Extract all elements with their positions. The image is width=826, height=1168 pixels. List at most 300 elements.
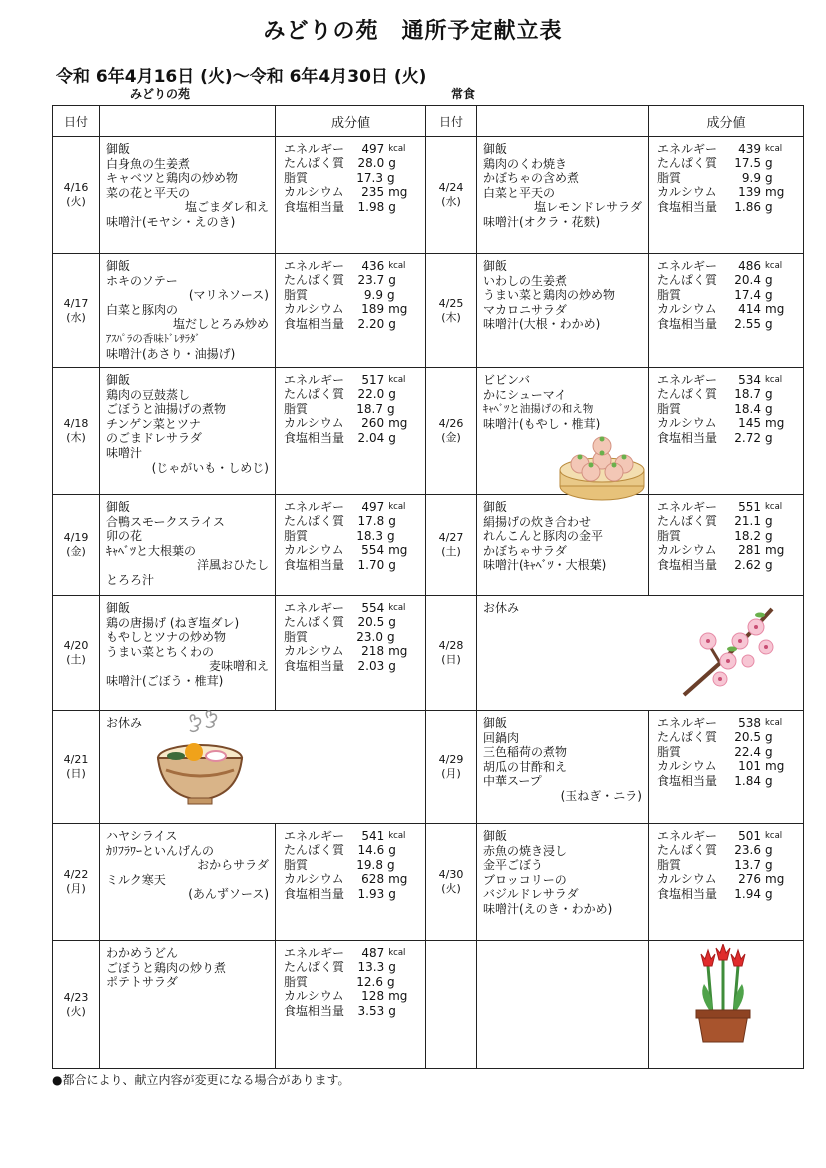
day-of-week: (土) xyxy=(441,545,461,558)
date-label: 4/28 xyxy=(438,639,464,652)
nutrient-label: 脂質 xyxy=(284,629,309,644)
nutrient-unit: mg xyxy=(765,759,785,774)
dish-item: 金平ごぼう xyxy=(483,858,544,873)
dish-item: 味噌汁(ｷｬﾍﾞﾂ・大根葉) xyxy=(483,558,607,573)
dish-item: 赤魚の焼き浸し xyxy=(483,843,568,858)
dish-item: 白菜と平天の xyxy=(483,185,556,200)
menu-cell xyxy=(100,254,276,368)
nutrient-row-energy xyxy=(284,142,417,156)
nutrient-row-calcium xyxy=(284,989,417,1003)
nutrient-label: 脂質 xyxy=(284,401,309,416)
dish-item: 味噌汁(大根・わかめ) xyxy=(483,317,601,332)
dish-item: ｱｽﾊﾟﾗの香味ﾄﾞﾚｻﾗﾀﾞ xyxy=(106,332,201,345)
dish-item: (あんずソース) xyxy=(188,887,269,902)
nutrient-value: 541 xyxy=(361,829,385,843)
nutrient-unit: kcal xyxy=(765,144,783,154)
dish-item: 鶏肉の豆鼓蒸し xyxy=(106,387,191,402)
nutrient-value: 414 xyxy=(738,302,761,317)
table-row xyxy=(53,137,804,254)
dish-item: ミルク寒天 xyxy=(106,872,166,887)
date-cell xyxy=(426,824,477,941)
dish-item: のごまドレサラダ xyxy=(106,431,202,446)
dish-item: かぼちゃの含め煮 xyxy=(483,171,580,186)
dish-item: ごぼうと油揚げの煮物 xyxy=(106,402,227,417)
nutrient-label: カルシウム xyxy=(284,989,344,1004)
nutrient-label: カルシウム xyxy=(657,759,717,774)
date-cell xyxy=(426,495,477,596)
dish-item: (マリネソース) xyxy=(188,288,269,303)
day-of-week: (火) xyxy=(66,1004,86,1018)
nutrient-label: 脂質 xyxy=(657,857,682,872)
nutrient-label: たんぱく質 xyxy=(657,514,718,529)
nutrient-value: 13.3 xyxy=(357,960,385,975)
nutrient-row-protein xyxy=(284,843,417,857)
nutrient-label: 脂質 xyxy=(657,401,682,416)
nutrient-unit: g xyxy=(388,387,396,402)
menu-cell xyxy=(100,137,276,254)
nutrient-value: 439 xyxy=(738,142,761,156)
day-of-week: (火) xyxy=(66,195,86,208)
dish-item: お休み xyxy=(106,716,143,730)
nutrient-unit: mg xyxy=(388,543,408,558)
nutrient-unit: g xyxy=(387,857,395,872)
nutrient-value: 17.4 xyxy=(734,287,761,302)
nutrient-unit: kcal xyxy=(765,718,783,728)
nutrient-row-fat xyxy=(284,975,417,989)
dish-item: 塩ごまダレ和え xyxy=(184,200,269,215)
nutrient-label: エネルギー xyxy=(284,946,345,960)
nutrient-value: 13.7 xyxy=(734,857,761,872)
nutrient-unit: g xyxy=(387,629,395,644)
date-label: 4/19 xyxy=(63,531,89,544)
date-label: 4/25 xyxy=(438,296,464,310)
nutrient-value: 554 xyxy=(361,601,385,615)
nutrient-value: 276 xyxy=(738,872,761,887)
nutrient-value: 139 xyxy=(738,185,761,200)
menu-cell xyxy=(477,711,649,824)
menu-cell xyxy=(477,824,649,941)
date-label: 4/17 xyxy=(63,296,89,310)
day-of-week: (木) xyxy=(441,310,461,324)
dish-item: ホキのソテー xyxy=(106,273,178,288)
nutrient-row-salt xyxy=(657,431,795,445)
nutrient-value: 1.70 xyxy=(357,557,385,572)
date-label: 4/30 xyxy=(438,868,464,881)
nutrient-label: 食塩相当量 xyxy=(284,557,345,572)
menu-header-right xyxy=(477,106,649,137)
menu-cell xyxy=(100,824,276,941)
nutrient-row-calcium xyxy=(657,185,795,199)
date-cell xyxy=(53,596,100,711)
dish-item: 鶏の唐揚げ (ねぎ塩ダレ) xyxy=(106,615,240,630)
dish-item: 白身魚の生姜煮 xyxy=(106,156,191,171)
date-cell xyxy=(53,711,100,824)
dish-item: チンゲン菜とツナ xyxy=(106,416,201,431)
dish-item: 御飯 xyxy=(483,142,508,156)
nutrient-row-salt xyxy=(657,200,795,214)
nutrient-label: 脂質 xyxy=(284,974,309,989)
nutrient-value: 436 xyxy=(361,259,385,273)
dish-item: 味噌汁(あさり・油揚げ) xyxy=(106,346,236,361)
nutrient-unit: g xyxy=(765,170,773,185)
date-cell xyxy=(53,137,100,254)
shumai-steamer-illustration xyxy=(558,430,646,504)
nutrient-unit: g xyxy=(387,170,395,185)
nutrient-label: エネルギー xyxy=(657,142,718,156)
nutrient-value: 554 xyxy=(361,543,385,558)
nutrient-label: カルシウム xyxy=(284,543,344,558)
nutrient-label: 食塩相当量 xyxy=(657,199,718,214)
nutrient-unit: kcal xyxy=(765,375,783,385)
table-header-row xyxy=(53,106,804,137)
day-of-week: (日) xyxy=(441,653,461,666)
menu-cell xyxy=(477,941,649,1069)
nutrient-unit: g xyxy=(388,557,396,572)
nutrient-unit: g xyxy=(765,730,773,745)
nutrient-label: 脂質 xyxy=(284,287,309,302)
nutrient-value: 2.20 xyxy=(357,316,385,331)
nutrient-label: 食塩相当量 xyxy=(284,658,345,673)
nutrient-label: エネルギー xyxy=(657,716,718,730)
nutrition-cell xyxy=(276,368,426,495)
dish-item: ポテトサラダ xyxy=(106,975,178,990)
dish-item: ｶﾘﾌﾗﾜｰといんげんの xyxy=(106,843,215,858)
date-label: 4/29 xyxy=(438,753,464,766)
nutrient-row-fat xyxy=(657,858,795,872)
dish-item: かにシューマイ xyxy=(483,387,567,402)
nutrient-row-fat xyxy=(657,745,795,759)
nutrient-unit: g xyxy=(388,886,396,901)
nutrient-label: 脂質 xyxy=(657,744,682,759)
dish-item: 塩レモンドレサラダ xyxy=(534,200,642,215)
date-cell xyxy=(53,824,100,941)
nutrient-value: 128 xyxy=(361,989,385,1004)
nutrient-unit: g xyxy=(765,843,773,858)
nutrient-label: エネルギー xyxy=(657,500,718,514)
nutrient-value: 497 xyxy=(361,500,385,514)
nutrient-unit: g xyxy=(765,744,773,759)
nutrient-unit: kcal xyxy=(765,261,783,271)
day-of-week: (月) xyxy=(441,767,461,780)
nutrition-header-left: 成分値 xyxy=(276,106,426,137)
nutrient-label: たんぱく質 xyxy=(284,273,345,288)
dish-item: 御飯 xyxy=(483,259,508,273)
nutrient-row-salt xyxy=(284,1004,417,1018)
nutrient-unit: g xyxy=(765,857,773,872)
dish-item: 回鍋肉 xyxy=(483,730,520,745)
nutrient-label: たんぱく質 xyxy=(657,387,718,402)
dish-item: 味噌汁 xyxy=(106,445,143,460)
nutrient-row-calcium xyxy=(284,302,417,316)
date-label: 4/16 xyxy=(63,181,89,194)
dish-item: 御飯 xyxy=(483,829,508,843)
dish-item: 中華スープ xyxy=(483,774,542,789)
date-label: 4/23 xyxy=(63,990,89,1004)
nutrient-unit: mg xyxy=(765,543,785,558)
dish-item: ごぼうと鶏肉の炒り煮 xyxy=(106,960,227,975)
day-of-week: (月) xyxy=(66,882,86,895)
nutrient-row-energy xyxy=(284,946,417,960)
nutrient-row-salt xyxy=(284,317,417,331)
nutrient-label: カルシウム xyxy=(284,416,344,431)
nutrient-row-protein xyxy=(284,615,417,629)
nutrient-value: 2.62 xyxy=(734,557,761,572)
nutrient-unit: g xyxy=(765,199,773,214)
menu-cell xyxy=(477,254,649,368)
nutrition-cell xyxy=(276,824,426,941)
dish-item: ビビンバ xyxy=(483,373,531,387)
nutrient-value: 20.5 xyxy=(734,730,761,745)
nutrient-row-salt xyxy=(284,659,417,673)
nutrient-label: 食塩相当量 xyxy=(284,316,345,331)
nutrient-value: 23.6 xyxy=(734,843,761,858)
nutrient-label: たんぱく質 xyxy=(284,387,345,402)
date-label: 4/24 xyxy=(438,181,464,194)
nutrient-row-energy xyxy=(657,259,795,273)
nutrient-value: 17.5 xyxy=(734,156,761,171)
dish-item: わかめうどん xyxy=(106,946,179,960)
nutrient-row-calcium xyxy=(657,543,795,557)
nutrition-cell xyxy=(276,495,426,596)
nutrient-row-fat xyxy=(284,630,417,644)
nutrient-value: 17.8 xyxy=(357,514,385,529)
nutrient-unit: g xyxy=(765,387,773,402)
date-cell xyxy=(53,254,100,368)
nutrient-row-fat xyxy=(284,858,417,872)
dish-item: 味噌汁(ごぼう・椎茸) xyxy=(106,673,224,688)
nutrient-unit: g xyxy=(388,658,396,673)
nutrient-value: 1.84 xyxy=(734,773,761,788)
cherry-blossom-illustration xyxy=(680,603,780,699)
nutrient-unit: mg xyxy=(388,872,408,887)
nutrient-unit: g xyxy=(765,287,773,302)
dish-item: 御飯 xyxy=(106,373,131,387)
dish-item: 鶏肉のくわ焼き xyxy=(483,156,568,171)
menu-header-left xyxy=(100,106,276,137)
nutrient-unit: kcal xyxy=(765,831,783,841)
nutrition-cell xyxy=(649,495,804,596)
menu-cell xyxy=(477,495,649,596)
nutrient-unit: mg xyxy=(388,302,408,317)
nutrient-label: 脂質 xyxy=(284,857,309,872)
nutrition-cell xyxy=(276,254,426,368)
nutrient-value: 2.72 xyxy=(734,430,761,445)
table-row xyxy=(53,254,804,368)
date-label: 4/26 xyxy=(438,417,464,430)
date-cell xyxy=(426,596,477,711)
date-label: 4/27 xyxy=(438,531,464,544)
nutrient-value: 486 xyxy=(738,259,761,273)
dish-item: もやしとツナの炒め物 xyxy=(106,630,227,645)
nutrient-row-calcium xyxy=(657,302,795,316)
nutrient-value: 189 xyxy=(361,302,385,317)
nutrient-value: 551 xyxy=(738,500,761,514)
nutrient-value: 22.0 xyxy=(357,387,385,402)
nutrition-cell xyxy=(649,254,804,368)
date-label: 4/22 xyxy=(63,868,89,881)
nutrient-unit: g xyxy=(387,974,395,989)
nutrient-unit: g xyxy=(765,273,773,288)
nutrient-row-energy xyxy=(657,142,795,156)
nutrient-label: エネルギー xyxy=(657,373,718,387)
nutrient-value: 538 xyxy=(738,716,761,730)
nutrient-label: カルシウム xyxy=(657,543,717,558)
nutrient-row-energy xyxy=(284,259,417,273)
nutrient-label: たんぱく質 xyxy=(657,273,718,288)
nutrient-value: 235 xyxy=(361,185,385,200)
nutrient-unit: kcal xyxy=(388,831,406,841)
dish-item: 菜の花と平天の xyxy=(106,185,191,200)
table-row xyxy=(53,941,804,1069)
nutrient-value: 517 xyxy=(361,373,385,387)
menu-table xyxy=(52,105,804,1069)
dish-item: 合鴨スモークスライス xyxy=(106,514,225,529)
dish-item: れんこんと豚肉の金平 xyxy=(483,529,604,544)
nutrient-label: カルシウム xyxy=(657,872,717,887)
nutrient-value: 487 xyxy=(361,946,385,960)
nutrition-cell xyxy=(276,596,426,711)
nutrient-row-fat xyxy=(657,288,795,302)
nutrient-unit: g xyxy=(765,316,773,331)
date-cell xyxy=(53,495,100,596)
dish-item: うまい菜とちくわの xyxy=(106,644,215,659)
dish-item: おからサラダ xyxy=(197,858,269,873)
udon-bowl-illustration xyxy=(152,708,248,808)
dish-item: 塩だしとろみ炒め xyxy=(172,317,269,332)
dish-item: とろろ汁 xyxy=(106,572,155,587)
nutrient-row-protein xyxy=(284,156,417,170)
dish-item: 御飯 xyxy=(106,601,131,615)
nutrient-unit: mg xyxy=(388,416,408,431)
dish-item: かぼちゃサラダ xyxy=(483,543,567,558)
nutrient-value: 1.98 xyxy=(357,199,385,214)
date-cell xyxy=(426,254,477,368)
nutrient-row-salt xyxy=(284,200,417,214)
dish-item: キャベツと鶏肉の炒め物 xyxy=(106,171,239,186)
nutrient-row-calcium xyxy=(284,543,417,557)
dish-item: (玉ねぎ・ニラ) xyxy=(560,788,642,803)
date-cell xyxy=(426,711,477,824)
dish-item: バジルドレサラダ xyxy=(483,887,579,902)
nutrient-value: 534 xyxy=(738,373,761,387)
nutrient-unit: g xyxy=(388,273,396,288)
nutrition-cell xyxy=(649,711,804,824)
nutrient-value: 2.03 xyxy=(357,658,385,673)
diet-type: 常食 xyxy=(451,87,476,101)
nutrient-unit: g xyxy=(388,199,396,214)
nutrient-label: カルシウム xyxy=(284,644,344,659)
dish-item: ハヤシライス xyxy=(106,829,178,843)
dish-item: 三色稲荷の煮物 xyxy=(483,745,568,760)
nutrient-label: 食塩相当量 xyxy=(657,886,718,901)
nutrient-value: 1.94 xyxy=(734,886,761,901)
nutrient-row-energy xyxy=(657,500,795,514)
dish-item: 味噌汁(オクラ・花麩) xyxy=(483,214,601,229)
nutrient-unit: g xyxy=(387,287,395,302)
nutrient-row-fat xyxy=(657,171,795,185)
nutrient-value: 21.1 xyxy=(734,514,761,529)
menu-period: 令和 6年4月16日 (火)〜令和 6年4月30日 (火) xyxy=(56,67,427,87)
nutrient-value: 218 xyxy=(361,644,385,659)
nutrient-value: 281 xyxy=(738,543,761,558)
nutrient-row-salt xyxy=(657,774,795,788)
nutrient-value: 23.0 xyxy=(356,629,383,644)
nutrient-label: 食塩相当量 xyxy=(657,773,718,788)
table-row xyxy=(53,368,804,495)
nutrient-label: エネルギー xyxy=(284,500,345,514)
nutrient-value: 101 xyxy=(738,759,761,774)
nutrient-label: たんぱく質 xyxy=(657,843,718,858)
nutrient-row-protein xyxy=(657,156,795,170)
menu-cell xyxy=(477,137,649,254)
dish-item: 御飯 xyxy=(106,142,131,156)
nutrition-cell xyxy=(649,137,804,254)
nutrient-unit: g xyxy=(388,316,396,331)
nutrient-row-salt xyxy=(657,887,795,901)
nutrient-unit: mg xyxy=(765,416,785,431)
nutrient-value: 18.7 xyxy=(734,387,761,402)
dish-item: ｷｬﾍﾞﾂと大根葉の xyxy=(106,543,197,558)
nutrient-value: 3.53 xyxy=(357,1003,385,1018)
nutrient-value: 28.0 xyxy=(357,156,385,171)
nutrient-unit: mg xyxy=(765,302,785,317)
nutrient-value: 9.9 xyxy=(363,287,383,302)
nutrient-label: 脂質 xyxy=(657,528,682,543)
nutrient-unit: g xyxy=(765,557,773,572)
date-label: 4/20 xyxy=(63,639,89,652)
date-cell xyxy=(53,941,100,1069)
nutrient-value: 2.04 xyxy=(357,430,385,445)
nutrient-unit: mg xyxy=(388,185,408,200)
nutrient-label: カルシウム xyxy=(657,302,717,317)
nutrient-unit: g xyxy=(765,773,773,788)
nutrient-value: 17.3 xyxy=(356,170,383,185)
nutrient-row-fat xyxy=(284,288,417,302)
nutrient-label: カルシウム xyxy=(657,185,717,200)
day-of-week: (火) xyxy=(441,882,461,895)
nutrient-row-energy xyxy=(284,373,417,387)
day-of-week: (水) xyxy=(441,195,461,208)
dish-item: 麦味噌和え xyxy=(208,659,269,674)
day-of-week: (土) xyxy=(66,653,86,666)
nutrient-value: 260 xyxy=(361,416,385,431)
nutrient-label: 食塩相当量 xyxy=(284,199,345,214)
nutrient-value: 18.3 xyxy=(356,528,383,543)
day-of-week: (日) xyxy=(66,767,86,780)
nutrient-unit: kcal xyxy=(388,261,406,271)
nutrient-value: 2.55 xyxy=(734,316,761,331)
nutrient-row-salt xyxy=(284,431,417,445)
nutrient-unit: g xyxy=(388,615,396,630)
nutrient-label: 脂質 xyxy=(657,287,682,302)
nutrient-label: カルシウム xyxy=(284,872,344,887)
nutrient-value: 1.93 xyxy=(357,886,385,901)
nutrient-value: 18.4 xyxy=(734,401,761,416)
nutrient-label: 食塩相当量 xyxy=(657,316,718,331)
nutrient-row-energy xyxy=(284,829,417,843)
nutrient-row-protein xyxy=(657,514,795,528)
nutrient-label: 食塩相当量 xyxy=(284,1003,345,1018)
date-header-left: 日付 xyxy=(53,106,100,137)
page-title: みどりの苑 通所予定献立表 xyxy=(263,19,563,44)
nutrient-value: 14.6 xyxy=(357,843,385,858)
nutrient-unit: g xyxy=(765,156,773,171)
dish-item: マカロニサラダ xyxy=(483,302,567,317)
menu-cell xyxy=(100,711,426,824)
nutrient-unit: g xyxy=(388,430,396,445)
nutrient-label: 脂質 xyxy=(284,528,309,543)
dish-item: ブロッコリーの xyxy=(483,872,567,887)
